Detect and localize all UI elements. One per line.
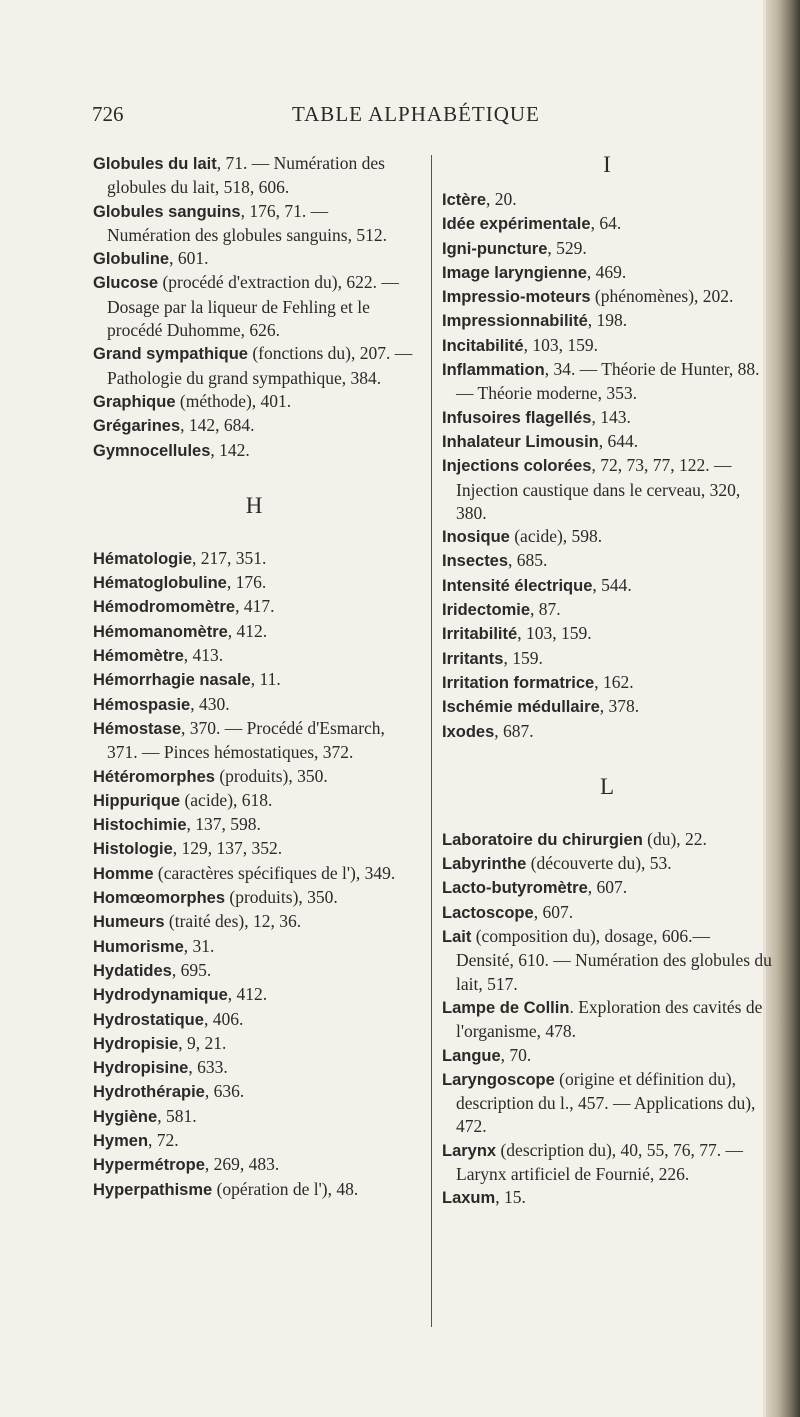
index-term: Irritants: [442, 649, 504, 668]
index-entry: [93, 271, 415, 342]
index-references: , 11.: [250, 669, 281, 690]
index-term: Graphique: [93, 392, 176, 411]
index-term: Image laryngienne: [442, 263, 587, 282]
index-term: Ixodes: [442, 722, 495, 741]
index-entry: [442, 358, 772, 406]
index-entry: [93, 200, 415, 248]
index-term: Lampe de Collin: [442, 998, 570, 1017]
index-references: , 544.: [592, 574, 632, 595]
index-term: Inosique: [442, 528, 510, 547]
index-term: Grand sympathique: [93, 345, 248, 364]
index-entry: [442, 852, 772, 876]
index-references: . Exploration des cavités de l'organisme, 478.: [456, 996, 763, 1042]
index-entry: [93, 959, 415, 983]
index-references: (caractères spécifiques de l'), 349.: [153, 862, 396, 883]
index-entry: [93, 620, 415, 644]
index-entry: [93, 414, 415, 438]
index-entry: [442, 671, 772, 695]
index-entry: [442, 188, 772, 212]
index-entry: [93, 595, 415, 619]
index-entry: [442, 334, 772, 358]
index-entry: [93, 1032, 415, 1056]
index-entry: [93, 152, 415, 200]
index-term: Hémodromomètre: [93, 598, 236, 617]
index-entry: [93, 886, 415, 910]
index-entry: [442, 1044, 772, 1068]
index-term: Hippurique: [93, 791, 181, 810]
index-entry: [93, 247, 415, 271]
index-term: Hydrodynamique: [93, 986, 228, 1005]
index-references: , 142.: [210, 439, 250, 460]
index-entry: [442, 454, 772, 525]
index-references: , 687.: [494, 720, 534, 741]
index-term: Larynx: [442, 1141, 497, 1160]
index-term: Incitabilité: [442, 336, 524, 355]
index-entry: [442, 695, 772, 719]
index-references: , 413.: [183, 645, 224, 666]
index-entry: [93, 439, 415, 463]
index-references: , 103, 159.: [517, 623, 592, 644]
index-term: Grégarines: [93, 417, 181, 436]
index-term: Idée expérimentale: [442, 215, 591, 234]
index-references: , 162.: [594, 671, 634, 692]
index-references: (produits), 350.: [214, 765, 328, 786]
index-term: Histologie: [93, 840, 173, 859]
index-references: , 176.: [226, 572, 267, 593]
index-references: , 70.: [500, 1044, 532, 1065]
index-entry: [93, 644, 415, 668]
index-entry: [93, 342, 415, 390]
index-term: Hydatides: [93, 961, 172, 980]
index-entry: [442, 901, 772, 925]
index-references: , 633.: [188, 1057, 228, 1078]
right-column: [442, 152, 772, 1211]
index-term: Lacto-butyromètre: [442, 879, 588, 898]
index-term: Insectes: [442, 552, 509, 571]
index-term: Laboratoire du chirurgien: [442, 830, 643, 849]
index-references: (procédé d'extraction du), 622. — Dosage par la liqueur de Fehling et le procédé Duhomme, 626.: [107, 272, 399, 341]
index-entry: [93, 813, 415, 837]
index-entry: [442, 212, 772, 236]
index-references: , 370. — Procédé d'Esmarch, 371. — Pinces hémostatiques, 372.: [107, 717, 385, 763]
index-entry: [93, 1056, 415, 1080]
index-entry: [442, 285, 772, 309]
entries-g: [93, 152, 415, 463]
index-entry: [442, 1068, 772, 1139]
index-term: Injections colorées: [442, 457, 592, 476]
index-term: Hydropisine: [93, 1059, 189, 1078]
index-entry: [93, 789, 415, 813]
index-term: Hématologie: [93, 549, 193, 568]
index-term: Laxum: [442, 1189, 496, 1208]
index-references: , 87.: [530, 599, 561, 620]
index-entry: [93, 693, 415, 717]
index-term: Irritation formatrice: [442, 673, 595, 692]
index-references: , 430.: [190, 693, 230, 714]
index-entry: [442, 622, 772, 646]
index-entry: [442, 720, 772, 744]
index-entry: [93, 1105, 415, 1129]
index-entry: [442, 647, 772, 671]
index-references: , 20.: [486, 189, 517, 209]
index-term: Hydropisie: [93, 1034, 179, 1053]
index-entry: [442, 828, 772, 852]
index-references: (opération de l'), 48.: [212, 1178, 359, 1199]
index-term: Hypermétrope: [93, 1156, 205, 1175]
index-references: , 64.: [590, 213, 622, 234]
index-references: , 72.: [148, 1129, 179, 1150]
index-term: Hémomanomètre: [93, 622, 228, 641]
index-references: , 581.: [157, 1105, 197, 1126]
index-references: , 601.: [169, 248, 209, 269]
index-entry: [93, 1153, 415, 1177]
index-references: , 176, 71. — Numération des globules sanguins, 512.: [107, 200, 387, 245]
index-entry: [442, 925, 772, 996]
index-term: Inhalateur Limousin: [442, 432, 599, 451]
index-entry: [442, 574, 772, 598]
index-references: , 103, 159.: [523, 334, 598, 355]
index-references: (acide), 618.: [180, 789, 273, 810]
index-references: , 607.: [587, 877, 628, 898]
index-references: , 34. — Théorie de Hunter, 88. — Théorie moderne, 353.: [456, 359, 760, 404]
index-term: Lactoscope: [442, 903, 534, 922]
index-references: , 685.: [508, 550, 548, 571]
index-references: , 644.: [598, 430, 639, 451]
index-references: , 412.: [227, 984, 268, 1005]
section-heading-i: I: [603, 152, 611, 177]
index-references: (du), 22.: [642, 828, 707, 849]
index-entry: [93, 765, 415, 789]
index-term: Histochimie: [93, 816, 187, 835]
index-entry: [93, 1008, 415, 1032]
index-entry: [93, 910, 415, 934]
index-references: , 469.: [586, 261, 627, 282]
index-references: , 607.: [533, 901, 574, 922]
index-term: Ischémie médullaire: [442, 698, 600, 717]
index-entry: [93, 668, 415, 692]
index-entry: [93, 935, 415, 959]
index-term: Globules du lait: [93, 155, 217, 173]
index-references: , 198.: [587, 310, 628, 331]
index-term: Inflammation: [442, 361, 545, 380]
index-entry: [442, 237, 772, 261]
index-entry: [93, 862, 415, 886]
index-entry: [442, 598, 772, 622]
index-term: Hémostase: [93, 719, 182, 738]
index-references: , 417.: [235, 596, 275, 617]
index-term: Hydrostatique: [93, 1010, 204, 1029]
index-references: (origine et définition du), description du l., 457. — Applications du), 472.: [456, 1068, 756, 1137]
index-term: Hématoglobuline: [93, 574, 227, 593]
index-term: Hygiène: [93, 1107, 158, 1126]
index-entry: [442, 525, 772, 549]
index-term: Globules sanguins: [93, 202, 241, 221]
column-divider: [431, 155, 432, 1327]
index-references: , 529.: [547, 237, 587, 258]
index-references: , 142, 684.: [180, 415, 255, 436]
page-number: 726: [92, 102, 124, 126]
left-column: [93, 152, 415, 1202]
index-references: (traité des), 12, 36.: [164, 911, 302, 932]
index-references: (produits), 350.: [225, 887, 338, 908]
index-references: (description du), 40, 55, 76, 77. — Larynx artificiel de Fournié, 226.: [456, 1139, 744, 1184]
index-references: (acide), 598.: [509, 526, 603, 547]
index-term: Impressionnabilité: [442, 312, 588, 331]
index-references: , 269, 483.: [204, 1154, 280, 1175]
section-heading-l: L: [599, 773, 615, 799]
index-references: , 31.: [183, 935, 215, 956]
index-entry: [442, 549, 772, 573]
index-term: Hémospasie: [93, 695, 191, 714]
index-references: , 217, 351.: [192, 547, 267, 568]
index-entry: [442, 1186, 772, 1210]
index-entry: [93, 1178, 415, 1202]
index-references: , 137, 598.: [186, 814, 261, 835]
index-entry: [93, 1080, 415, 1104]
index-references: (découverte du), 53.: [526, 853, 672, 874]
index-entry: [442, 996, 772, 1044]
index-term: Hétéromorphes: [93, 767, 215, 786]
running-head: TABLE ALPHABÉTIQUE: [292, 102, 540, 126]
index-term: Glucose: [93, 274, 159, 293]
index-references: (méthode), 401.: [175, 390, 292, 411]
index-term: Ictère: [442, 191, 487, 209]
index-term: Hymen: [93, 1131, 149, 1150]
index-entry: [93, 571, 415, 595]
index-entry: [93, 717, 415, 765]
section-heading-h: H: [245, 492, 263, 518]
index-references: (phénomènes), 202.: [590, 286, 734, 307]
index-entry: [93, 837, 415, 861]
index-entry: [442, 1139, 772, 1187]
index-references: , 71. — Numération des globules du lait, 518, 606.: [107, 153, 385, 198]
index-term: Humorisme: [93, 937, 184, 956]
index-term: Hémomètre: [93, 647, 184, 666]
entries-h: [93, 547, 415, 1202]
index-term: Globuline: [93, 250, 170, 269]
index-entry: [442, 309, 772, 333]
index-entry: [93, 1129, 415, 1153]
index-term: Hyperpathisme: [93, 1180, 213, 1199]
index-term: Labyrinthe: [442, 855, 527, 874]
index-entry: [442, 876, 772, 900]
index-entry: [442, 261, 772, 285]
index-references: , 72, 73, 77, 122. — Injection caustique dans le cerveau, 320, 380.: [456, 455, 741, 523]
entries-i: [442, 188, 772, 744]
index-term: Homœomorphes: [93, 889, 225, 908]
index-references: (fonctions du), 207. — Pathologie du grand sympathique, 384.: [107, 343, 413, 388]
index-term: Hydrothérapie: [93, 1083, 205, 1102]
index-references: , 695.: [171, 959, 212, 980]
index-term: Lait: [442, 928, 472, 947]
index-references: , 412.: [227, 620, 268, 641]
index-references: (composition du), dosage, 606.— Densité, 610. — Numération des globules du lait, 517.: [456, 926, 772, 994]
index-references: , 15.: [495, 1187, 526, 1208]
index-term: Igni-puncture: [442, 239, 548, 258]
index-term: Laryngoscope: [442, 1070, 555, 1089]
index-entry: [93, 547, 415, 571]
index-references: , 143.: [591, 406, 631, 427]
index-term: Hémorrhagie nasale: [93, 671, 251, 690]
index-entry: [442, 430, 772, 454]
index-term: Irritabilité: [442, 625, 518, 644]
index-references: , 129, 137, 352.: [172, 838, 283, 859]
index-entry: [93, 390, 415, 414]
index-term: Intensité électrique: [442, 576, 593, 595]
index-term: Homme: [93, 864, 154, 883]
index-term: Infusoires flagellés: [442, 408, 592, 427]
index-references: , 159.: [503, 647, 543, 668]
index-term: Humeurs: [93, 913, 165, 932]
entries-l: [442, 828, 772, 1211]
index-entry: [442, 406, 772, 430]
index-term: Impressio-moteurs: [442, 288, 591, 307]
index-references: , 9, 21.: [178, 1032, 227, 1053]
index-term: Iridectomie: [442, 601, 531, 620]
index-term: Gymnocellules: [93, 441, 211, 460]
index-references: , 406.: [203, 1008, 244, 1029]
index-references: , 636.: [204, 1081, 245, 1102]
index-entry: [93, 983, 415, 1007]
index-references: , 378.: [599, 696, 640, 717]
index-term: Langue: [442, 1046, 501, 1065]
